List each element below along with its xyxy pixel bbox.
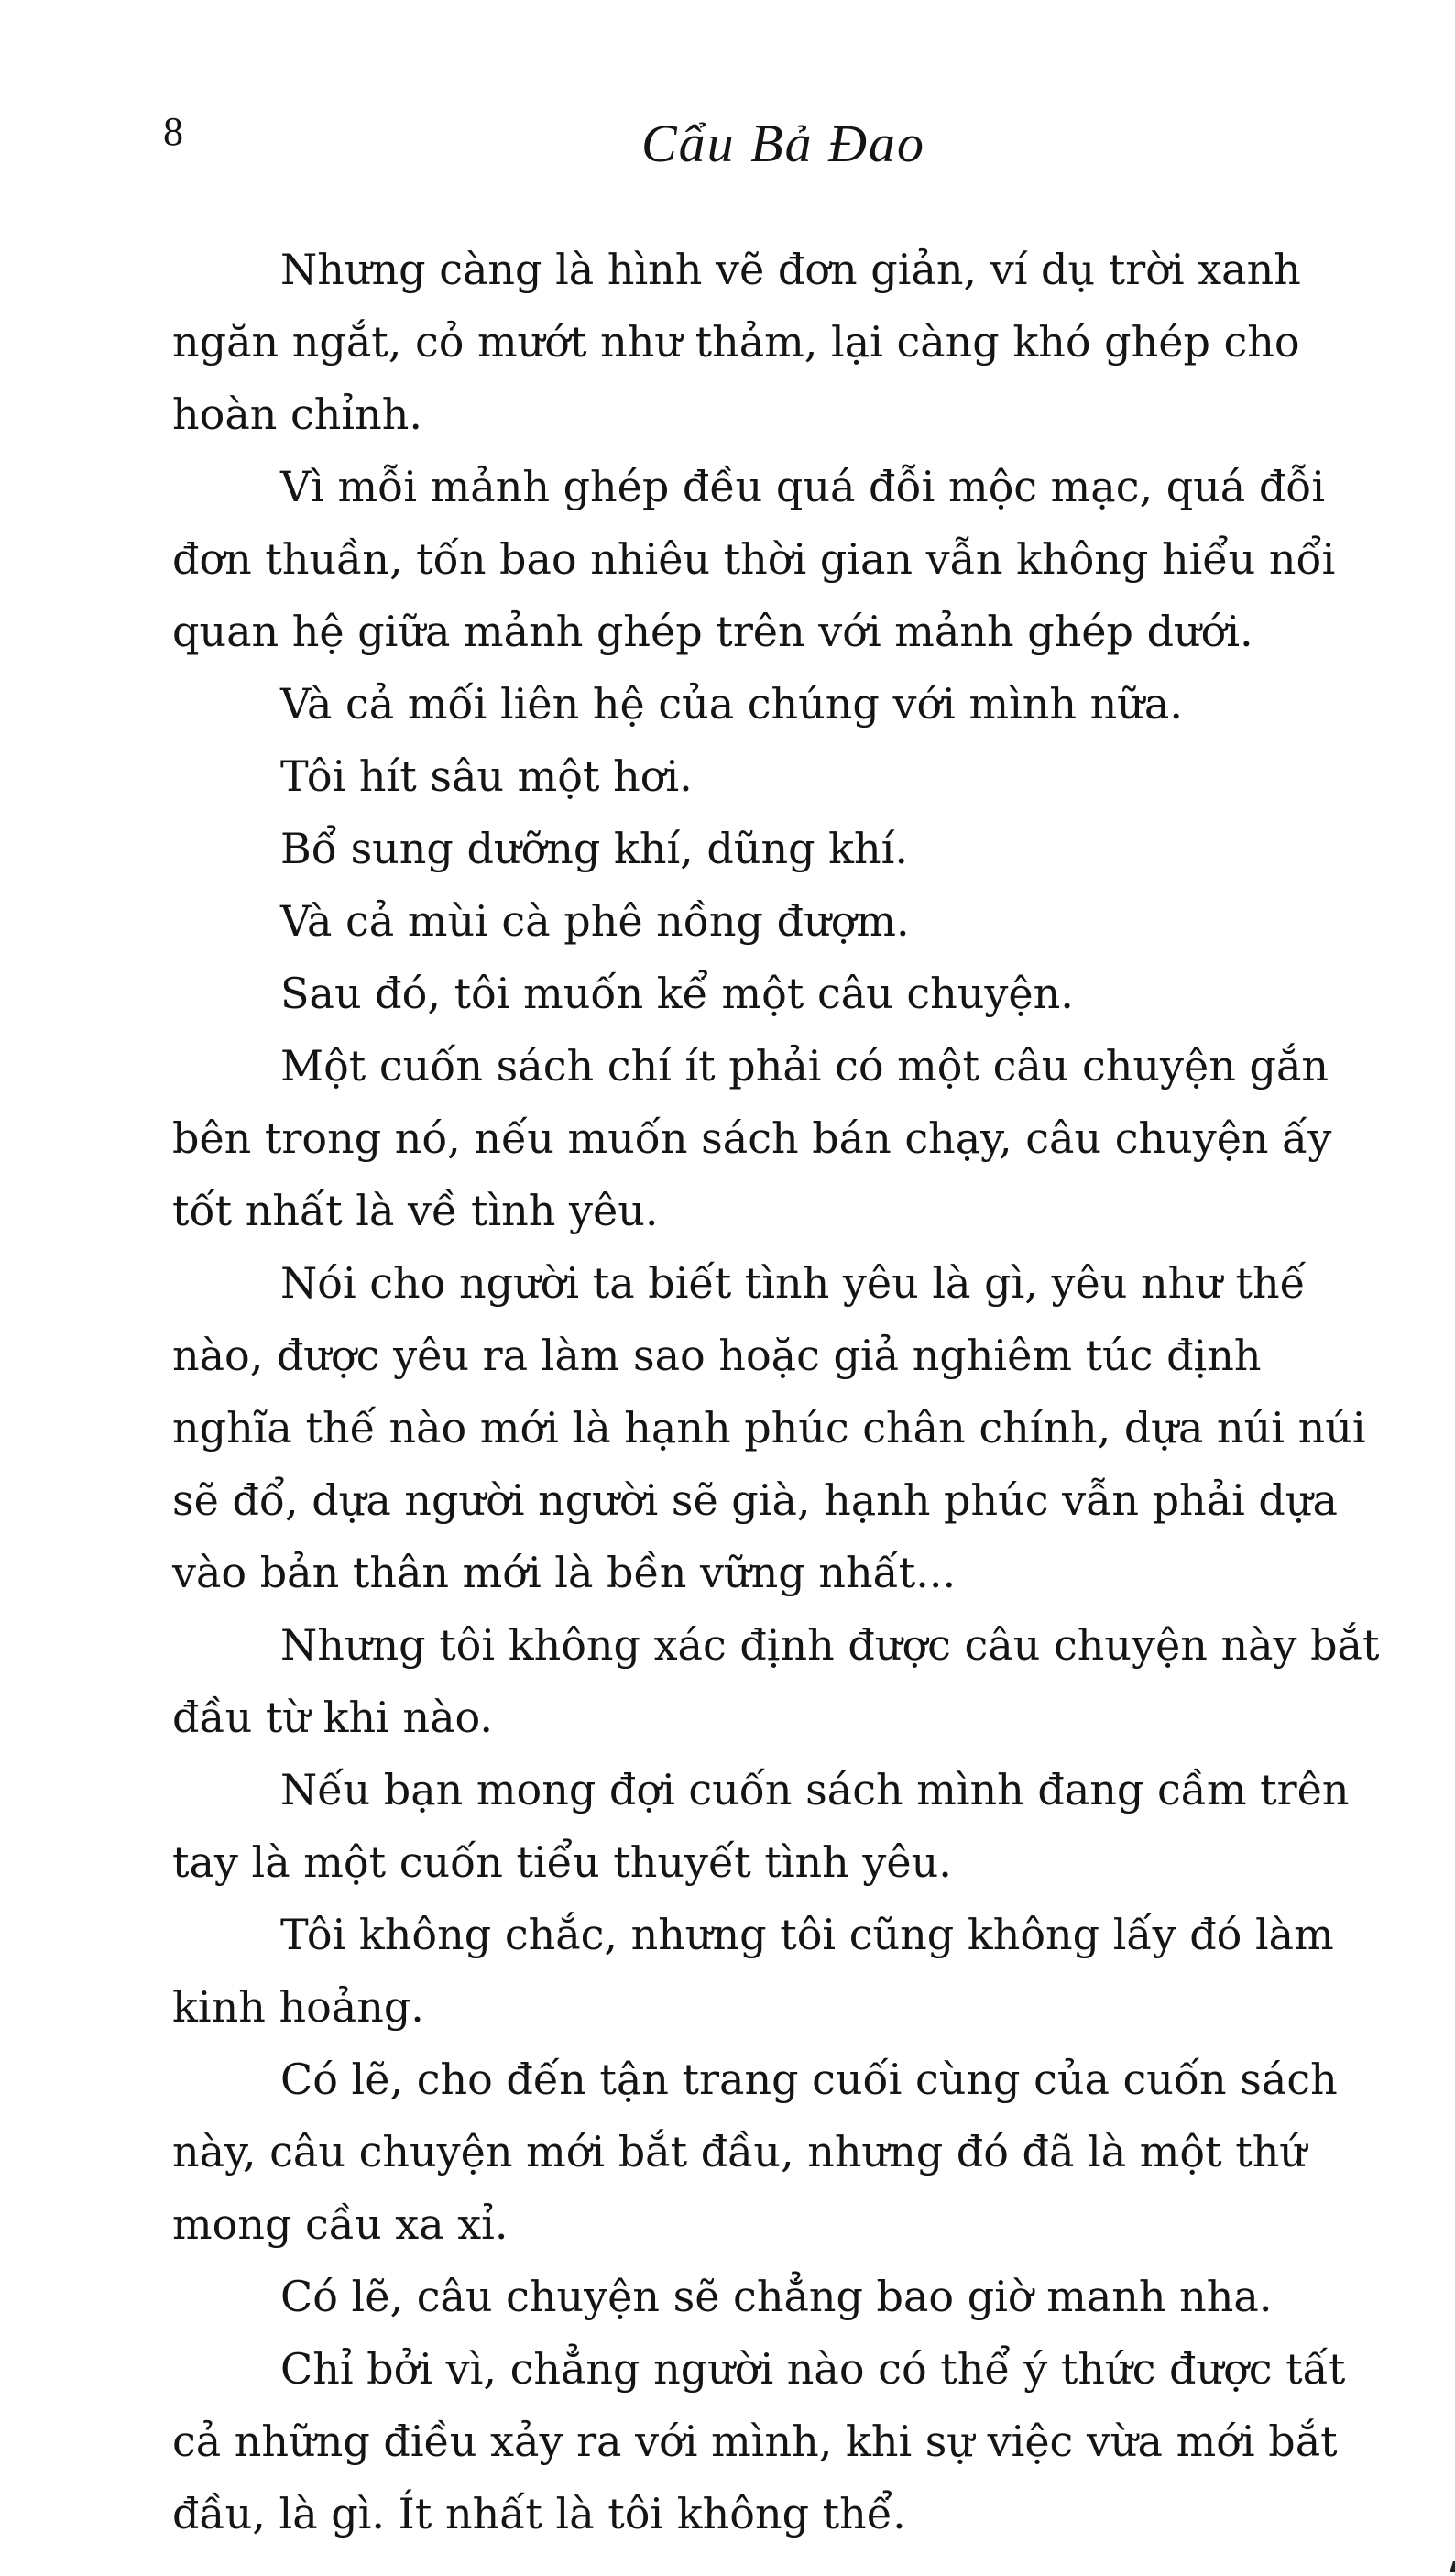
paragraph: Bổ sung dưỡng khí, dũng khí. [280,824,909,873]
paragraph: Có lẽ, câu chuyện sẽ chẳng bao giờ manh nha. [280,2272,1273,2321]
paragraph: Sau đó, tôi muốn kể một câu chuyện. [280,969,1074,1018]
paragraph: Và cả mối liên hệ của chúng với mình nữa. [280,679,1183,729]
body-text [172,234,1382,2550]
paragraph: Và cả mùi cà phê nồng đượm. [280,896,910,946]
paragraph: Nếu bạn mong đợi cuốn sách mình đang cầm trên tay là một cuốn tiểu thuyết tình yêu. [172,1765,1350,1887]
running-title: Cẩu Bả Đao [641,114,925,173]
paragraph: Một cuốn sách chí ít phải có một câu chuyện gắn bên trong nó, nếu muốn sách bán chạy, câu chuyện ấy tốt nhất là về tình yêu. [172,1041,1332,1235]
paragraph: Tôi không chắc, nhưng tôi cũng không lấy đó làm kinh hoảng. [172,1910,1334,2032]
paragraph: Vì mỗi mảnh ghép đều quá đỗi mộc mạc, quá đỗi đơn thuần, tốn bao nhiêu thời gian vẫn không hiểu nổi quan hệ giữa mảnh ghép trên với mảnh ghép dưới. [172,462,1336,656]
paragraph: Tôi hít sâu một hơi. [280,751,693,801]
paragraph: Chỉ bởi vì, chẳng người nào có thể ý thức được tất cả những điều xảy ra với mình, khi sự việc vừa mới bắt đầu, là gì. Ít nhất là tôi không thể. [172,2344,1346,2538]
page-number: 8 [163,109,183,154]
paragraph: Có lẽ, cho đến tận trang cuối cùng của cuốn sách này, câu chuyện mới bắt đầu, nhưng đó đã là một thứ mong cầu xa xỉ. [172,2055,1338,2249]
page-edge-mark-shape [1446,2561,1455,2572]
paragraph: Nhưng càng là hình vẽ đơn giản, ví dụ trời xanh ngăn ngắt, cỏ mướt như thảm, lại càng khó ghép cho hoàn chỉnh. [172,245,1301,439]
paragraph: Nhưng tôi không xác định được câu chuyện này bắt đầu từ khi nào. [172,1620,1380,1742]
page-edge-mark [1446,2559,1455,2570]
paragraph: Nói cho người ta biết tình yêu là gì, yêu như thế nào, được yêu ra làm sao hoặc giả nghiêm túc định nghĩa thế nào mới là hạnh phúc chân chính, dựa núi núi sẽ đổ, dựa người người sẽ già, hạnh phúc vẫn phải dựa vào bản thân mới là bền vững nhất... [172,1258,1366,1597]
